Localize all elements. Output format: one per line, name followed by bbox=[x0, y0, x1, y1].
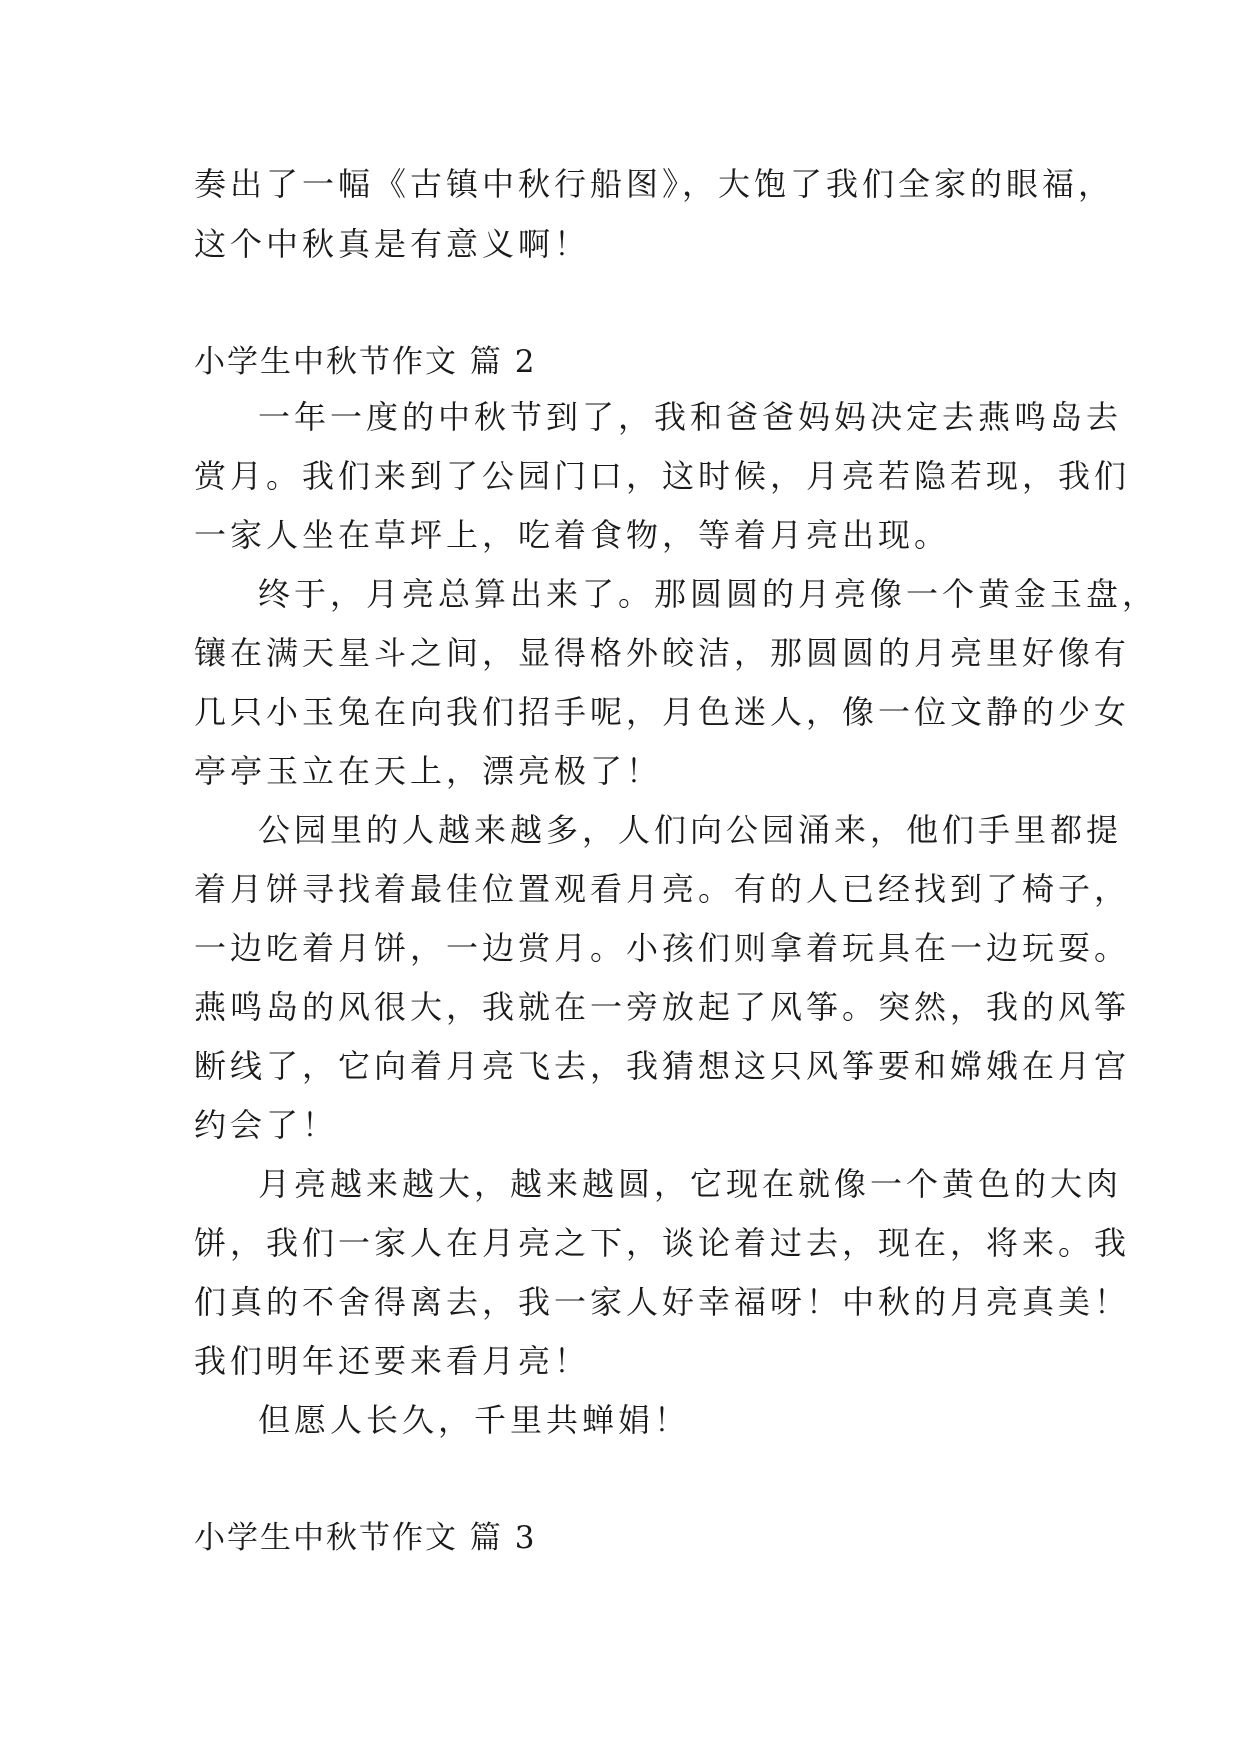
paragraph-line: 月亮越来越大，越来越圆，它现在就像一个黄色的大肉 bbox=[258, 1165, 1123, 1203]
paragraph-line: 一家人坐在草坪上，吃着食物，等着月亮出现。 bbox=[194, 516, 951, 554]
paragraph-line: 赏月。我们来到了公园门口，这时候，月亮若隐若现，我们 bbox=[194, 457, 1131, 495]
paragraph-line: 一边吃着月饼，一边赏月。小孩们则拿着玩具在一边玩耍。 bbox=[194, 929, 1131, 967]
paragraph-line: 奏出了一幅《古镇中秋行船图》，大饱了我们全家的眼福， bbox=[194, 165, 1115, 203]
section-heading: 小学生中秋节作文 篇 3 bbox=[194, 1520, 537, 1556]
paragraph-line: 我们明年还要来看月亮！ bbox=[194, 1342, 591, 1380]
paragraph-line: 断线了，它向着月亮飞去，我猜想这只风筝要和嫦娥在月宫 bbox=[194, 1047, 1131, 1085]
paragraph-line: 几只小玉兔在向我们招手呢，月色迷人，像一位文静的少女 bbox=[194, 693, 1131, 731]
paragraph-line: 们真的不舍得离去，我一家人好幸福呀！中秋的月亮真美！ bbox=[194, 1283, 1131, 1321]
section-heading: 小学生中秋节作文 篇 2 bbox=[194, 344, 537, 380]
paragraph-line: 着月饼寻找着最佳位置观看月亮。有的人已经找到了椅子， bbox=[194, 870, 1131, 908]
paragraph-line: 终于，月亮总算出来了。那圆圆的月亮像一个黄金玉盘， bbox=[258, 575, 1159, 613]
paragraph-line: 燕鸣岛的风很大，我就在一旁放起了风筝。突然，我的风筝 bbox=[194, 988, 1131, 1026]
paragraph-line: 这个中秋真是有意义啊！ bbox=[194, 225, 591, 263]
paragraph-line: 饼，我们一家人在月亮之下，谈论着过去，现在，将来。我 bbox=[194, 1224, 1131, 1262]
paragraph-line: 亭亭玉立在天上，漂亮极了！ bbox=[194, 752, 663, 790]
paragraph-line: 镶在满天星斗之间，显得格外皎洁，那圆圆的月亮里好像有 bbox=[194, 634, 1131, 672]
paragraph-line: 一年一度的中秋节到了，我和爸爸妈妈决定去燕鸣岛去 bbox=[258, 398, 1123, 436]
paragraph-line: 但愿人长久，千里共蝉娟！ bbox=[258, 1401, 691, 1439]
paragraph-line: 约会了！ bbox=[194, 1106, 339, 1144]
paragraph-line: 公园里的人越来越多，人们向公园涌来，他们手里都提 bbox=[258, 811, 1123, 849]
